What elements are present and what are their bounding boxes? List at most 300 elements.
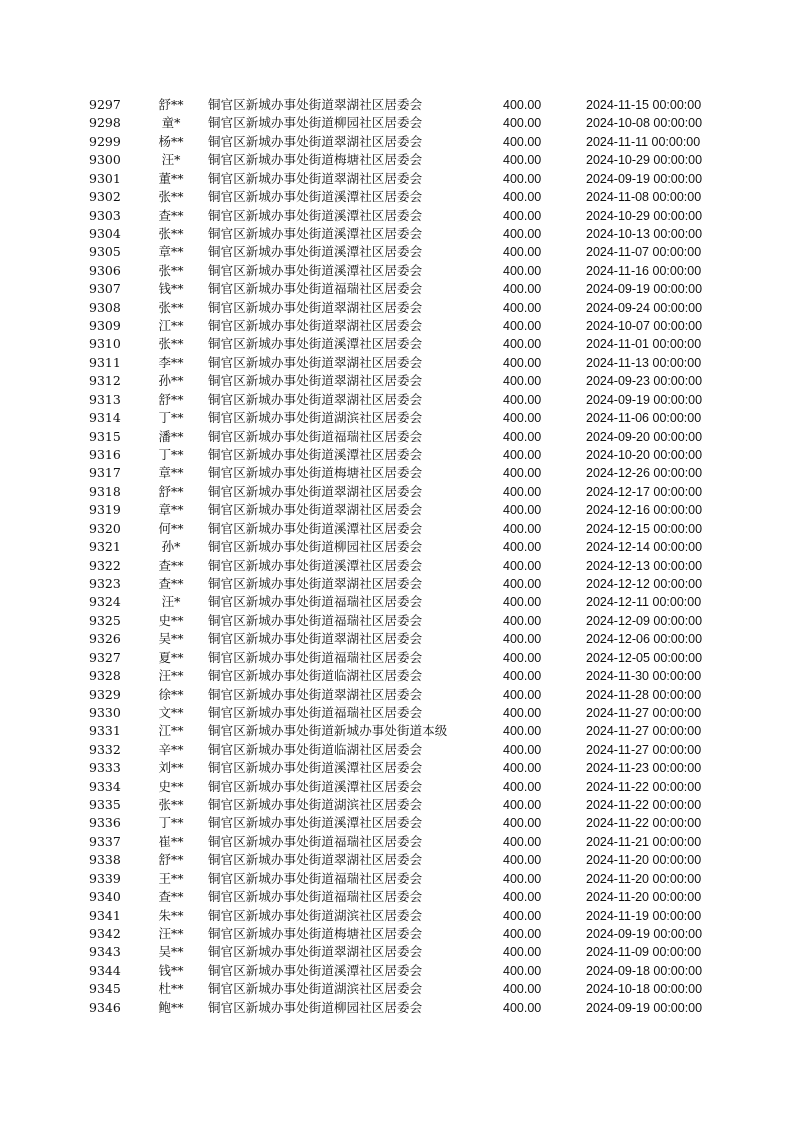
recipient-name: 夏** [158, 649, 184, 665]
issue-date: 2024-11-11 00:00:00 [586, 134, 701, 149]
table-row [0, 612, 793, 630]
recipient-name: 朱** [158, 907, 184, 923]
row-number: 9331 [89, 723, 121, 739]
amount: 400.00 [503, 650, 542, 665]
amount: 400.00 [503, 798, 542, 813]
table-row [0, 833, 793, 851]
row-number: 9313 [89, 391, 121, 407]
amount: 400.00 [503, 190, 542, 205]
recipient-name: 张** [158, 262, 184, 278]
issue-date: 2024-09-19 00:00:00 [586, 1000, 703, 1015]
amount: 400.00 [503, 576, 542, 591]
amount: 400.00 [503, 613, 542, 628]
issue-date: 2024-11-20 00:00:00 [586, 853, 702, 868]
issue-date: 2024-11-30 00:00:00 [586, 669, 702, 684]
recipient-name: 钱** [158, 281, 184, 297]
issue-date: 2024-09-23 00:00:00 [586, 374, 703, 389]
recipient-name: 董** [158, 170, 184, 186]
organization: 铜官区新城办事处街道翠湖社区居委会 [208, 502, 423, 518]
amount: 400.00 [503, 982, 542, 997]
table-row [0, 391, 793, 409]
organization: 铜官区新城办事处街道福瑞社区居委会 [208, 889, 423, 905]
recipient-name: 丁** [158, 447, 184, 463]
issue-date: 2024-11-27 00:00:00 [586, 724, 702, 739]
table-row [0, 593, 793, 611]
table-row [0, 851, 793, 869]
table-row [0, 299, 793, 317]
organization: 铜官区新城办事处街道溪潭社区居委会 [208, 520, 423, 536]
amount: 400.00 [503, 816, 542, 831]
recipient-name: 舒** [158, 391, 184, 407]
recipient-name: 徐** [158, 686, 184, 702]
row-number: 9322 [89, 557, 121, 573]
amount: 400.00 [503, 208, 542, 223]
table-row [0, 151, 793, 169]
row-number: 9326 [89, 631, 121, 647]
recipient-name: 汪* [161, 152, 181, 168]
row-number: 9325 [89, 612, 121, 628]
row-number: 9343 [89, 944, 121, 960]
issue-date: 2024-11-27 00:00:00 [586, 705, 702, 720]
recipient-name: 章** [158, 465, 184, 481]
issue-date: 2024-11-09 00:00:00 [586, 945, 702, 960]
table-row [0, 188, 793, 206]
issue-date: 2024-11-22 00:00:00 [586, 798, 702, 813]
table-row [0, 501, 793, 519]
issue-date: 2024-12-15 00:00:00 [586, 521, 703, 536]
organization: 铜官区新城办事处街道福瑞社区居委会 [208, 649, 423, 665]
issue-date: 2024-09-19 00:00:00 [586, 171, 703, 186]
row-number: 9303 [89, 207, 121, 223]
recipient-name: 何** [158, 520, 184, 536]
table-row [0, 686, 793, 704]
amount: 400.00 [503, 411, 542, 426]
row-number: 9310 [89, 336, 121, 352]
row-number: 9321 [89, 539, 121, 555]
issue-date: 2024-11-13 00:00:00 [586, 355, 702, 370]
recipient-name: 王** [158, 870, 184, 886]
amount: 400.00 [503, 319, 542, 334]
recipient-name: 汪** [158, 925, 184, 941]
organization: 铜官区新城办事处街道溪潭社区居委会 [208, 207, 423, 223]
recipient-name: 查** [158, 557, 184, 573]
issue-date: 2024-11-28 00:00:00 [586, 687, 702, 702]
organization: 铜官区新城办事处街道溪潭社区居委会 [208, 336, 423, 352]
row-number: 9301 [89, 170, 121, 186]
organization: 铜官区新城办事处街道梅塘社区居委会 [208, 465, 423, 481]
row-number: 9307 [89, 281, 121, 297]
amount: 400.00 [503, 834, 542, 849]
amount: 400.00 [503, 761, 542, 776]
row-number: 9328 [89, 668, 121, 684]
organization: 铜官区新城办事处街道柳园社区居委会 [208, 999, 423, 1015]
table-row [0, 759, 793, 777]
issue-date: 2024-10-29 00:00:00 [586, 208, 703, 223]
issue-date: 2024-11-01 00:00:00 [586, 337, 702, 352]
amount: 400.00 [503, 226, 542, 241]
table-row [0, 778, 793, 796]
amount: 400.00 [503, 779, 542, 794]
table-row [0, 962, 793, 980]
organization: 铜官区新城办事处街道福瑞社区居委会 [208, 428, 423, 444]
organization: 铜官区新城办事处街道翠湖社区居委会 [208, 852, 423, 868]
table-row [0, 317, 793, 335]
recipient-name: 张** [158, 299, 184, 315]
organization: 铜官区新城办事处街道溪潭社区居委会 [208, 815, 423, 831]
row-number: 9309 [89, 318, 121, 334]
organization: 铜官区新城办事处街道溪潭社区居委会 [208, 778, 423, 794]
amount: 400.00 [503, 392, 542, 407]
organization: 铜官区新城办事处街道柳园社区居委会 [208, 539, 423, 555]
row-number: 9334 [89, 778, 121, 794]
issue-date: 2024-12-26 00:00:00 [586, 466, 703, 481]
issue-date: 2024-11-22 00:00:00 [586, 816, 702, 831]
organization: 铜官区新城办事处街道湖滨社区居委会 [208, 981, 423, 997]
organization: 铜官区新城办事处街道湖滨社区居委会 [208, 907, 423, 923]
issue-date: 2024-09-18 00:00:00 [586, 963, 703, 978]
table-row [0, 814, 793, 832]
recipient-name: 查** [158, 575, 184, 591]
table-row [0, 225, 793, 243]
row-number: 9312 [89, 373, 121, 389]
issue-date: 2024-09-19 00:00:00 [586, 926, 703, 941]
amount: 400.00 [503, 374, 542, 389]
amount: 400.00 [503, 484, 542, 499]
issue-date: 2024-12-16 00:00:00 [586, 503, 703, 518]
issue-date: 2024-12-05 00:00:00 [586, 650, 703, 665]
organization: 铜官区新城办事处街道福瑞社区居委会 [208, 281, 423, 297]
amount: 400.00 [503, 540, 542, 555]
organization: 铜官区新城办事处街道翠湖社区居委会 [208, 483, 423, 499]
row-number: 9324 [89, 594, 121, 610]
row-number: 9338 [89, 852, 121, 868]
row-number: 9298 [89, 115, 121, 131]
row-number: 9308 [89, 299, 121, 315]
issue-date: 2024-12-09 00:00:00 [586, 613, 703, 628]
organization: 铜官区新城办事处街道湖滨社区居委会 [208, 797, 423, 813]
recipient-name: 张** [158, 336, 184, 352]
recipient-name: 章** [158, 502, 184, 518]
table-row [0, 243, 793, 261]
table-row [0, 335, 793, 353]
amount: 400.00 [503, 558, 542, 573]
row-number: 9302 [89, 189, 121, 205]
row-number: 9318 [89, 483, 121, 499]
issue-date: 2024-11-15 00:00:00 [586, 98, 702, 112]
issue-date: 2024-11-22 00:00:00 [586, 779, 702, 794]
table-row [0, 999, 793, 1017]
record-table [0, 96, 793, 1017]
organization: 铜官区新城办事处街道临湖社区居委会 [208, 668, 423, 684]
organization: 铜官区新城办事处街道翠湖社区居委会 [208, 686, 423, 702]
amount: 400.00 [503, 282, 542, 297]
issue-date: 2024-11-20 00:00:00 [586, 871, 702, 886]
recipient-name: 辛** [158, 741, 184, 757]
table-row [0, 943, 793, 961]
amount: 400.00 [503, 890, 542, 905]
issue-date: 2024-12-06 00:00:00 [586, 632, 703, 647]
table-row [0, 888, 793, 906]
amount: 400.00 [503, 300, 542, 315]
recipient-name: 江** [158, 318, 184, 334]
issue-date: 2024-11-16 00:00:00 [586, 263, 702, 278]
row-number: 9316 [89, 447, 121, 463]
organization: 铜官区新城办事处街道翠湖社区居委会 [208, 133, 423, 149]
organization: 铜官区新城办事处街道溪潭社区居委会 [208, 962, 423, 978]
issue-date: 2024-10-18 00:00:00 [586, 982, 703, 997]
organization: 铜官区新城办事处街道翠湖社区居委会 [208, 944, 423, 960]
recipient-name: 舒** [158, 483, 184, 499]
amount: 400.00 [503, 466, 542, 481]
table-row [0, 575, 793, 593]
organization: 铜官区新城办事处街道福瑞社区居委会 [208, 612, 423, 628]
amount: 400.00 [503, 705, 542, 720]
organization: 铜官区新城办事处街道临湖社区居委会 [208, 741, 423, 757]
organization: 铜官区新城办事处街道翠湖社区居委会 [208, 631, 423, 647]
issue-date: 2024-10-08 00:00:00 [586, 116, 703, 131]
issue-date: 2024-12-13 00:00:00 [586, 558, 703, 573]
issue-date: 2024-11-21 00:00:00 [586, 834, 702, 849]
table-row [0, 170, 793, 188]
recipient-name: 史** [158, 778, 184, 794]
recipient-name: 吴** [158, 631, 184, 647]
row-number: 9339 [89, 870, 121, 886]
row-number: 9342 [89, 925, 121, 941]
recipient-name: 崔** [158, 833, 184, 849]
row-number: 9314 [89, 410, 121, 426]
issue-date: 2024-11-07 00:00:00 [586, 245, 702, 260]
issue-date: 2024-09-19 00:00:00 [586, 392, 703, 407]
table-row [0, 722, 793, 740]
table-row [0, 133, 793, 151]
recipient-name: 张** [158, 225, 184, 241]
row-number: 9337 [89, 833, 121, 849]
table-row [0, 428, 793, 446]
issue-date: 2024-12-12 00:00:00 [586, 576, 703, 591]
organization: 铜官区新城办事处街道溪潭社区居委会 [208, 225, 423, 241]
recipient-name: 汪* [161, 594, 181, 610]
amount: 400.00 [503, 245, 542, 260]
row-number: 9306 [89, 262, 121, 278]
amount: 400.00 [503, 429, 542, 444]
issue-date: 2024-11-08 00:00:00 [586, 190, 702, 205]
amount: 400.00 [503, 116, 542, 131]
row-number: 9341 [89, 907, 121, 923]
row-number: 9340 [89, 889, 121, 905]
issue-date: 2024-11-19 00:00:00 [586, 908, 702, 923]
amount: 400.00 [503, 355, 542, 370]
amount: 400.00 [503, 908, 542, 923]
row-number: 9332 [89, 741, 121, 757]
issue-date: 2024-09-19 00:00:00 [586, 282, 703, 297]
row-number: 9344 [89, 962, 121, 978]
amount: 400.00 [503, 632, 542, 647]
organization: 铜官区新城办事处街道溪潭社区居委会 [208, 760, 423, 776]
table-row [0, 409, 793, 427]
issue-date: 2024-10-29 00:00:00 [586, 153, 703, 168]
row-number: 9323 [89, 575, 121, 591]
issue-date: 2024-12-17 00:00:00 [586, 484, 703, 499]
table-row [0, 262, 793, 280]
organization: 铜官区新城办事处街道翠湖社区居委会 [208, 391, 423, 407]
amount: 400.00 [503, 98, 542, 112]
issue-date: 2024-11-20 00:00:00 [586, 890, 702, 905]
table-row [0, 446, 793, 464]
issue-date: 2024-11-23 00:00:00 [586, 761, 702, 776]
recipient-name: 童* [161, 115, 181, 131]
recipient-name: 钱** [158, 962, 184, 978]
issue-date: 2024-10-13 00:00:00 [586, 226, 703, 241]
row-number: 9346 [89, 999, 121, 1015]
amount: 400.00 [503, 521, 542, 536]
row-number: 9317 [89, 465, 121, 481]
amount: 400.00 [503, 871, 542, 886]
recipient-name: 查** [158, 889, 184, 905]
issue-date: 2024-12-14 00:00:00 [586, 540, 703, 555]
recipient-name: 潘** [158, 428, 184, 444]
amount: 400.00 [503, 742, 542, 757]
row-number: 9320 [89, 520, 121, 536]
organization: 铜官区新城办事处街道新城办事处街道本级 [208, 723, 448, 739]
table-row [0, 538, 793, 556]
organization: 铜官区新城办事处街道柳园社区居委会 [208, 115, 423, 131]
issue-date: 2024-11-27 00:00:00 [586, 742, 702, 757]
recipient-name: 文** [158, 704, 184, 720]
row-number: 9299 [89, 133, 121, 149]
row-number: 9311 [89, 354, 121, 370]
organization: 铜官区新城办事处街道溪潭社区居委会 [208, 557, 423, 573]
issue-date: 2024-10-07 00:00:00 [586, 319, 703, 334]
table-row [0, 207, 793, 225]
recipient-name: 杜** [158, 981, 184, 997]
table-row [0, 280, 793, 298]
row-number: 9305 [89, 244, 121, 260]
row-number: 9315 [89, 428, 121, 444]
table-row [0, 870, 793, 888]
row-number: 9304 [89, 225, 121, 241]
amount: 400.00 [503, 926, 542, 941]
organization: 铜官区新城办事处街道翠湖社区居委会 [208, 97, 423, 112]
recipient-name: 丁** [158, 410, 184, 426]
row-number: 9300 [89, 152, 121, 168]
table-row [0, 649, 793, 667]
recipient-name: 舒** [158, 97, 184, 112]
recipient-name: 李** [158, 354, 184, 370]
recipient-name: 查** [158, 207, 184, 223]
table-row [0, 354, 793, 372]
table-row [0, 557, 793, 575]
organization: 铜官区新城办事处街道溪潭社区居委会 [208, 262, 423, 278]
organization: 铜官区新城办事处街道福瑞社区居委会 [208, 704, 423, 720]
table-row [0, 980, 793, 998]
row-number: 9319 [89, 502, 121, 518]
table-row [0, 667, 793, 685]
organization: 铜官区新城办事处街道翠湖社区居委会 [208, 318, 423, 334]
amount: 400.00 [503, 669, 542, 684]
recipient-name: 杨** [158, 133, 184, 149]
table-row [0, 630, 793, 648]
row-number: 9335 [89, 797, 121, 813]
row-number: 9345 [89, 981, 121, 997]
amount: 400.00 [503, 963, 542, 978]
table-row [0, 114, 793, 132]
organization: 铜官区新城办事处街道翠湖社区居委会 [208, 373, 423, 389]
organization: 铜官区新城办事处街道福瑞社区居委会 [208, 833, 423, 849]
table-row [0, 925, 793, 943]
issue-date: 2024-10-20 00:00:00 [586, 448, 703, 463]
recipient-name: 汪** [158, 668, 184, 684]
amount: 400.00 [503, 337, 542, 352]
organization: 铜官区新城办事处街道翠湖社区居委会 [208, 170, 423, 186]
recipient-name: 章** [158, 244, 184, 260]
table-row [0, 96, 793, 114]
organization: 铜官区新城办事处街道翠湖社区居委会 [208, 575, 423, 591]
organization: 铜官区新城办事处街道翠湖社区居委会 [208, 299, 423, 315]
amount: 400.00 [503, 945, 542, 960]
row-number: 9333 [89, 760, 121, 776]
organization: 铜官区新城办事处街道福瑞社区居委会 [208, 594, 423, 610]
table-row [0, 464, 793, 482]
amount: 400.00 [503, 153, 542, 168]
organization: 铜官区新城办事处街道溪潭社区居委会 [208, 189, 423, 205]
recipient-name: 丁** [158, 815, 184, 831]
recipient-name: 孙* [161, 539, 181, 555]
recipient-name: 舒** [158, 852, 184, 868]
amount: 400.00 [503, 134, 542, 149]
recipient-name: 史** [158, 612, 184, 628]
row-number: 9297 [89, 97, 121, 112]
table-row [0, 483, 793, 501]
table-row [0, 704, 793, 722]
recipient-name: 吴** [158, 944, 184, 960]
amount: 400.00 [503, 724, 542, 739]
organization: 铜官区新城办事处街道梅塘社区居委会 [208, 925, 423, 941]
row-number: 9336 [89, 815, 121, 831]
organization: 铜官区新城办事处街道溪潭社区居委会 [208, 447, 423, 463]
organization: 铜官区新城办事处街道梅塘社区居委会 [208, 152, 423, 168]
recipient-name: 张** [158, 189, 184, 205]
issue-date: 2024-12-11 00:00:00 [586, 595, 702, 610]
table-row [0, 796, 793, 814]
table-row [0, 741, 793, 759]
recipient-name: 刘** [158, 760, 184, 776]
row-number: 9329 [89, 686, 121, 702]
recipient-name: 张** [158, 797, 184, 813]
table-row [0, 907, 793, 925]
recipient-name: 孙** [158, 373, 184, 389]
organization: 铜官区新城办事处街道福瑞社区居委会 [208, 870, 423, 886]
amount: 400.00 [503, 1000, 542, 1015]
recipient-name: 鲍** [158, 999, 184, 1015]
organization: 铜官区新城办事处街道湖滨社区居委会 [208, 410, 423, 426]
issue-date: 2024-11-06 00:00:00 [586, 411, 702, 426]
recipient-name: 江** [158, 723, 184, 739]
amount: 400.00 [503, 171, 542, 186]
organization: 铜官区新城办事处街道溪潭社区居委会 [208, 244, 423, 260]
amount: 400.00 [503, 595, 542, 610]
organization: 铜官区新城办事处街道翠湖社区居委会 [208, 354, 423, 370]
amount: 400.00 [503, 263, 542, 278]
table-row [0, 520, 793, 538]
row-number: 9327 [89, 649, 121, 665]
row-number: 9330 [89, 704, 121, 720]
amount: 400.00 [503, 503, 542, 518]
amount: 400.00 [503, 853, 542, 868]
issue-date: 2024-09-24 00:00:00 [586, 300, 703, 315]
amount: 400.00 [503, 448, 542, 463]
table-row [0, 372, 793, 390]
issue-date: 2024-09-20 00:00:00 [586, 429, 703, 444]
